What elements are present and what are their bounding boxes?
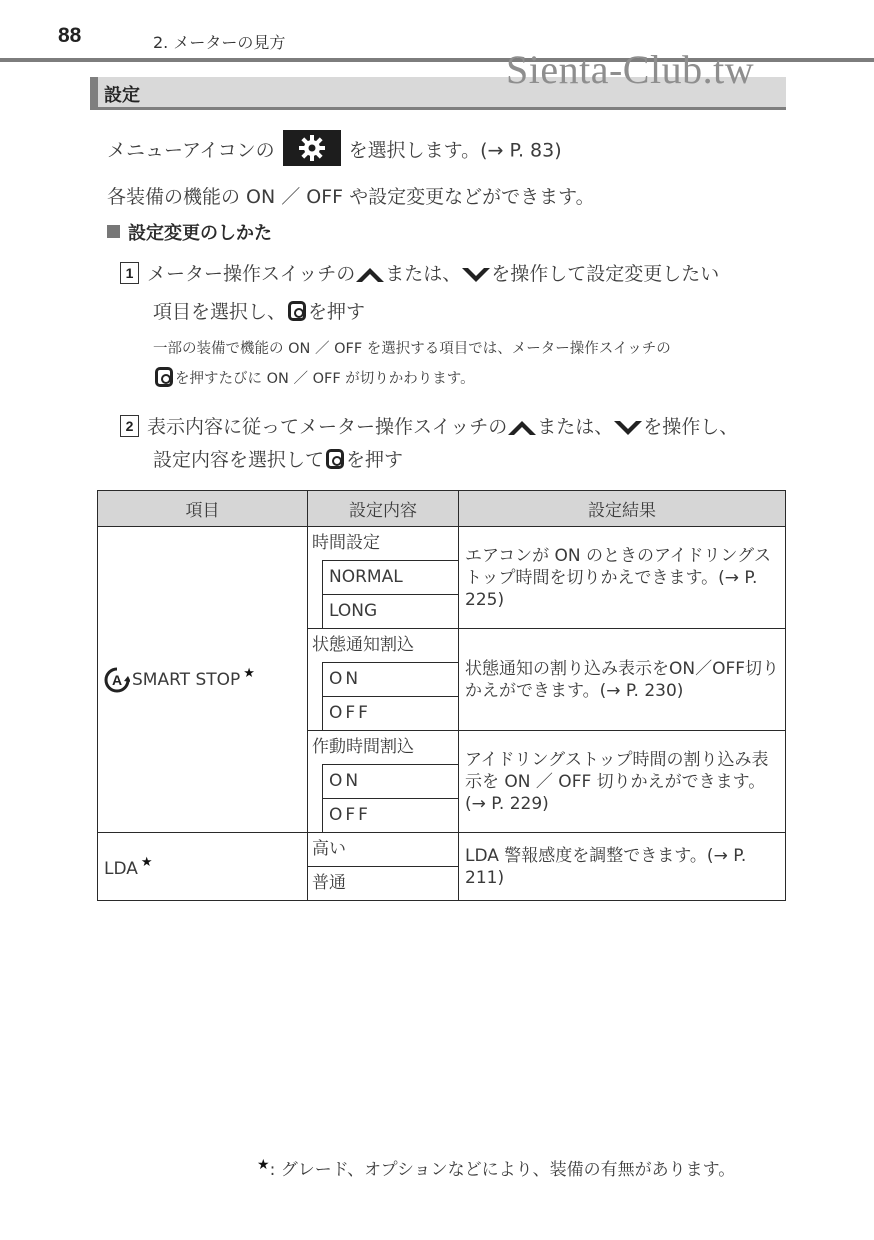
page-number: 88: [58, 24, 82, 47]
footnote: [254, 1155, 735, 1180]
settings-table: [97, 490, 786, 901]
group-label: 状態通知割込: [312, 635, 414, 655]
down-arrow-icon: [461, 267, 491, 283]
step-1-text-a: メーター操作スイッチの: [147, 263, 356, 285]
option: ON: [323, 662, 458, 696]
chapter-title: 2. メーターの見方: [153, 33, 286, 52]
svg-text:A: A: [111, 672, 123, 688]
option-list: [322, 764, 458, 832]
option: OFF: [323, 798, 458, 832]
star-icon: ★: [257, 1157, 270, 1173]
step-number-2: 2: [120, 415, 139, 437]
star-icon: ★: [140, 854, 153, 870]
step-1-note-text: を押すたびに ON ／ OFF が切りかわります。: [175, 371, 475, 387]
header-setting-content: 設定内容: [308, 491, 459, 527]
intro-line-2: 各装備の機能の ON ／ OFF や設定変更などができます。: [107, 186, 595, 208]
item-lda: [98, 833, 308, 901]
step-1-line-1: [120, 259, 719, 286]
setting-result: エアコンが ON のときのアイドリングストップ時間を切りかえできます。(→ P. 225): [459, 527, 786, 629]
subheading: [107, 219, 272, 245]
item-label: SMART STOP: [132, 670, 241, 690]
step-2-line-2: [153, 445, 403, 472]
step-1-text-b: または、: [385, 263, 462, 285]
option: ON: [323, 764, 458, 798]
intro-text-before: メニューアイコンの: [107, 139, 275, 162]
step-2-text-c: を操作し、: [643, 416, 739, 438]
option: OFF: [323, 696, 458, 730]
section-accent: [90, 77, 98, 110]
step-2-text-e: を押す: [346, 449, 404, 471]
intro-line-1: [107, 133, 562, 169]
up-arrow-icon: [355, 267, 385, 283]
ok-button-icon: [155, 367, 173, 387]
setting-group: [308, 629, 459, 731]
square-bullet-icon: [107, 225, 120, 238]
table-row: [98, 833, 786, 901]
item-smart-stop: [98, 527, 308, 833]
setting-result: アイドリングストップ時間の割り込み表示を ON ／ OFF 切りかえができます。(→ P. 229): [459, 731, 786, 833]
setting-result: LDA 警報感度を調整できます。(→ P. 211): [459, 833, 786, 901]
star-icon: ★: [243, 666, 255, 681]
step-number-1: 1: [120, 262, 139, 284]
group-label: 作動時間割込: [312, 737, 414, 757]
step-2-text-b: または、: [537, 416, 614, 438]
step-1-text-c: を操作して設定変更したい: [491, 263, 720, 285]
step-1-note-line-2: [153, 367, 475, 389]
header-item: 項目: [98, 491, 308, 527]
subheading-text: 設定変更のしかた: [128, 223, 272, 244]
step-2-text-d: 設定内容を選択して: [153, 449, 325, 471]
footnote-text: : グレード、オプションなどにより、装備の有無があります。: [269, 1160, 736, 1180]
up-arrow-icon: [507, 420, 537, 436]
option-list: [322, 560, 458, 628]
ok-button-icon: [326, 449, 344, 469]
setting-group: [308, 527, 459, 629]
table-header-row: [98, 491, 786, 527]
step-2-line-1: [120, 412, 738, 439]
watermark: Sienta-Club.tw: [506, 47, 755, 92]
section-title: 設定: [104, 85, 140, 106]
gear-icon: [283, 130, 341, 166]
item-label: LDA: [104, 858, 138, 879]
header-setting-result: 設定結果: [459, 491, 786, 527]
setting-group: [308, 833, 459, 901]
setting-group: [308, 731, 459, 833]
option-list: [322, 662, 458, 730]
option: LONG: [323, 594, 458, 628]
down-arrow-icon: [613, 420, 643, 436]
step-1-text-e: を押す: [308, 301, 366, 323]
option: 普通: [308, 866, 458, 900]
step-1-text-d: 項目を選択し、: [153, 301, 287, 323]
step-2-text-a: 表示内容に従ってメーター操作スイッチの: [147, 416, 508, 438]
option: NORMAL: [323, 560, 458, 594]
intro-text-after: を選択します。(→ P. 83): [348, 139, 562, 162]
ok-button-icon: [288, 301, 306, 321]
table-row: [98, 527, 786, 629]
option: 高い: [312, 839, 346, 859]
setting-result: 状態通知の割り込み表示をON／OFF切りかえができます。(→ P. 230): [459, 629, 786, 731]
group-label: 時間設定: [312, 533, 380, 553]
auto-stop-icon: [104, 667, 130, 693]
step-1-line-2: [153, 297, 365, 324]
step-1-note-line-1: 一部の装備で機能の ON ／ OFF を選択する項目では、メーター操作スイッチの: [153, 341, 671, 357]
